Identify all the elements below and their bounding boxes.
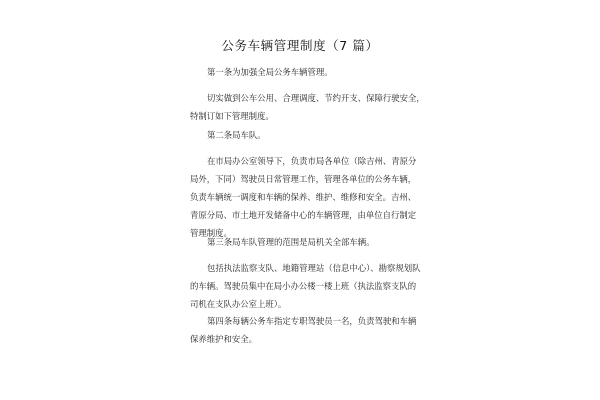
text-line: 第四条每辆公务车指定专职驾驶员一名，负责驾驶和车辆: [207, 316, 417, 326]
text-line: 的车辆。驾驶员集中在局小办公楼一楼上班（执法监察支队的: [190, 281, 417, 291]
text-line: 切实做到公车公用、合理调度、节约开支、保障行驶安全，: [207, 93, 425, 103]
text-line: 负责车辆统一调度和车辆的保养、维护、维修和安全。吉州、: [190, 192, 417, 202]
text-line: 包括执法监察支队、地籍管理站（信息中心）、勘察规划队: [207, 263, 421, 273]
text-line: 保养维护和安全。: [190, 334, 257, 344]
article-2-body: [190, 152, 422, 242]
text-line: 第三条局车队管理的范围是局机关全部车辆。: [207, 237, 375, 247]
article-3-heading: [190, 233, 422, 251]
text-line: 局外，下同）驾驶员日常管理工作，管理各单位的公务车辆，: [190, 174, 417, 184]
article-3-body: [190, 259, 422, 313]
article-1-heading: [190, 63, 422, 81]
article-2-heading: [190, 126, 422, 144]
article-4: [190, 312, 422, 348]
text-line: 管理制度。: [190, 228, 232, 238]
text-line: 在市局办公室领导下，负责市局各单位（除吉州、青原分: [207, 156, 417, 166]
text-line: 司机在支队办公室上班）。: [190, 299, 287, 309]
article-1-body: [190, 89, 425, 125]
text-line: 第一条为加强全局公务车辆管理。: [207, 67, 333, 77]
text-line: 特制订如下管理制度。: [190, 111, 274, 121]
document-title: 公务车辆管理制度（7 篇）: [221, 38, 379, 53]
text-line: 第二条局车队。: [207, 130, 266, 140]
text-line: 青原分局、市土地开发储备中心的车辆管理，由单位自行制定: [190, 210, 417, 220]
